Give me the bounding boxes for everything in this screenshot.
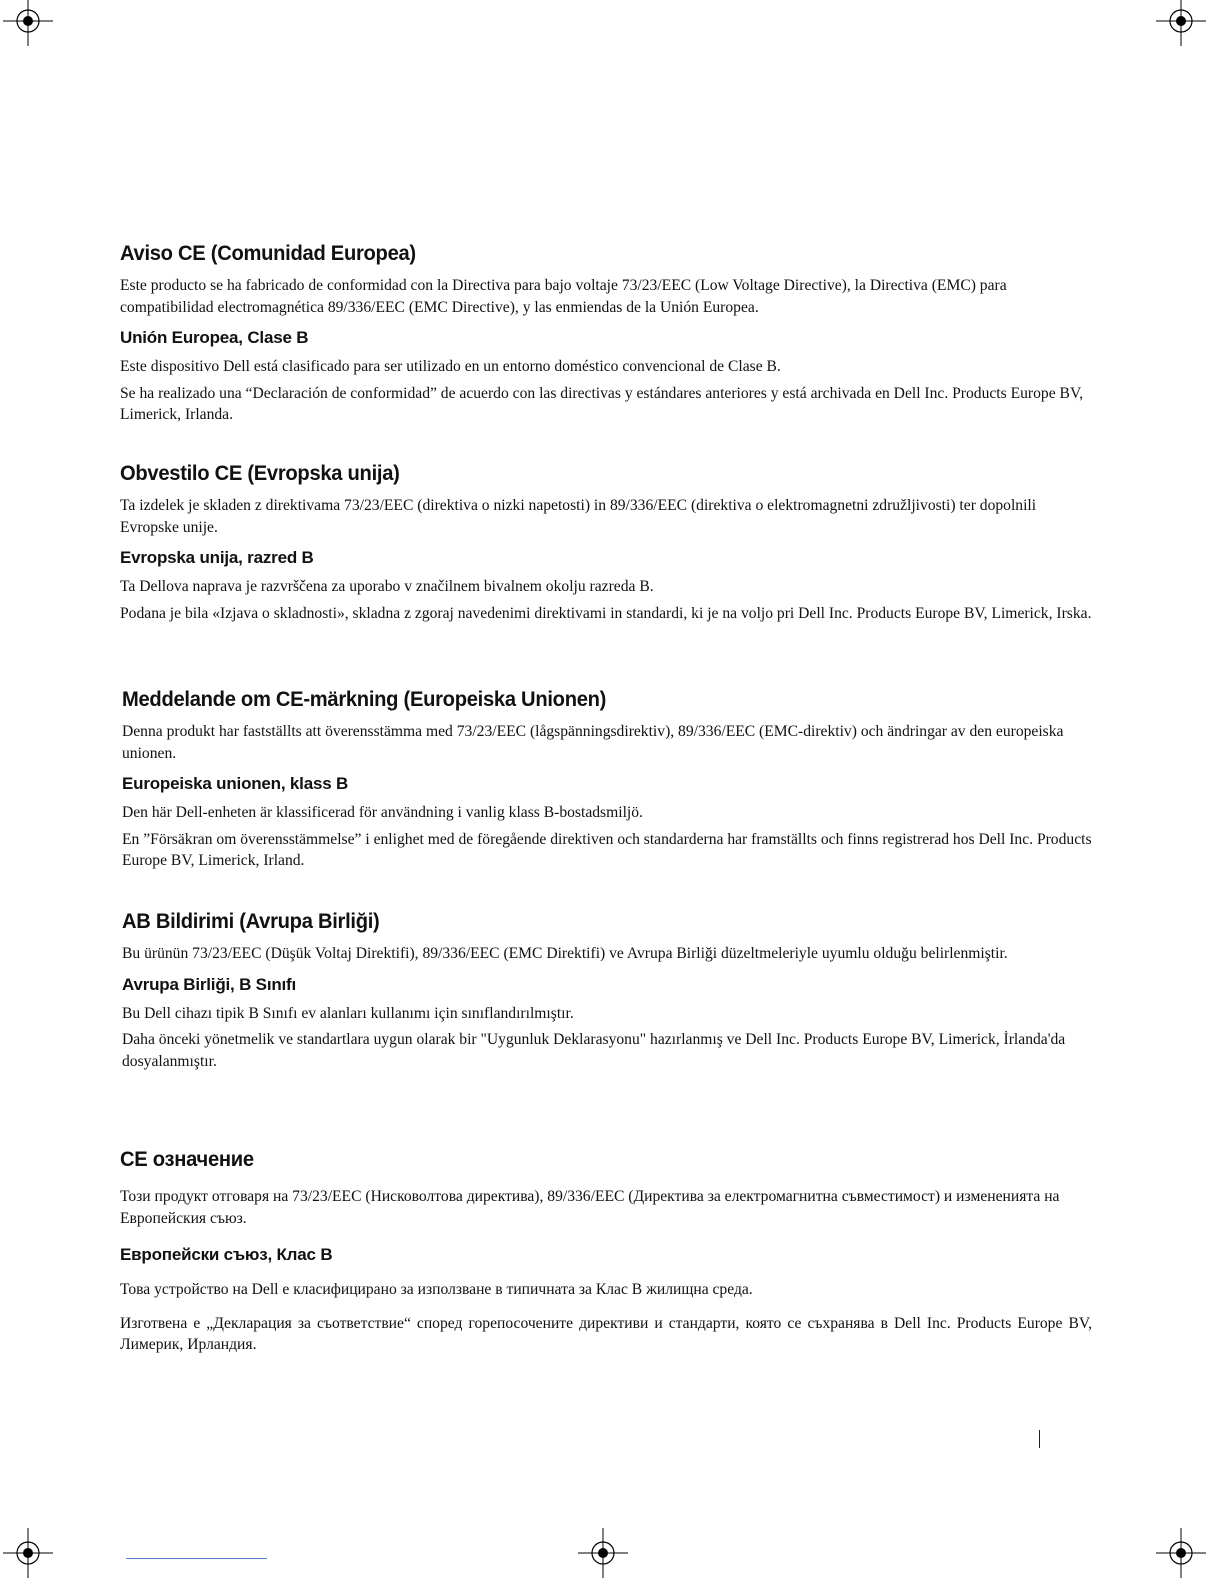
section-intro: Този продукт отговаря на 73/23/EEC (Нисковолтова директива), 89/336/EEC (Директива за електромагнитна съвместимост) и измененията на Европейския съюз. — [120, 1188, 1060, 1227]
section-heading: Obvestilo CE (Evropska unija) — [120, 462, 400, 485]
section-paragraph: Podana je bila «Izjava o skladnosti», skladna z zgoraj navedenimi direktivami in standardi, ki je na voljo pri Dell Inc. Products Europe BV, Limerick, Irska. — [120, 604, 1092, 622]
section-intro: Bu ürünün 73/23/EEC (Düşük Voltaj Direktifi), 89/336/EEC (EMC Direktifi) ve Avrupa Birliği düzeltmeleriyle uyumlu olduğu belirlenmiştir. — [122, 945, 1008, 962]
footer-rule — [126, 1558, 267, 1559]
section-subheading: Unión Europea, Clase B — [120, 328, 309, 347]
section-turkish — [122, 910, 1094, 1072]
section-intro: Este producto se ha fabricado de conformidad con la Directiva para bajo voltaje 73/23/EEC (Low Voltage Directive), la Directiva (EMC) para compatibilidad electromagnética 89/336/EEC (EMC Directive), y las enmiendas de la Unión Europea. — [120, 277, 1007, 316]
section-intro: Denna produkt har fastställts att överensstämma med 73/23/EEC (lågspänningsdirektiv), 89/336/EEC (EMC-direktiv) och ändringar av den europeiska unionen. — [122, 723, 1064, 762]
section-paragraph: Ta Dellova naprava je razvrščena za uporabo v značilnem bivalnem okolju razreda B. — [120, 578, 654, 595]
registration-mark-icon — [1156, 0, 1206, 46]
section-paragraph: Изготвена е „Декларация за съответствие“ според горепосочените директиви и стандарти, която се съхранява в Dell Inc. Products Europe BV, Лимерик, Ирландия. — [120, 1314, 1092, 1353]
section-intro: Ta izdelek je skladen z direktivama 73/23/EEC (direktiva o nizki napetosti) in 89/336/EEC (direktiva o elektromagnetni združljivosti) ter dopolnili Evropske unije. — [120, 497, 1037, 536]
section-subheading: Europeiska unionen, klass B — [122, 774, 349, 793]
section-paragraph: En ”Försäkran om överensstämmelse” i enlighet med de föregående direktiven och standarderna har framställts och finns registrerad hos Dell Inc. Products Europe BV, Limerick, Irland. — [122, 830, 1092, 869]
section-paragraph: Това устройство на Dell е класифицирано за използване в типичната за Клас B жилищна среда. — [120, 1281, 753, 1298]
section-subheading: Европейски съюз, Клас B — [120, 1245, 333, 1264]
page-number-divider — [1039, 1430, 1040, 1448]
section-slovenian — [120, 462, 1092, 624]
section-paragraph: Este dispositivo Dell está clasificado para ser utilizado en un entorno doméstico convencional de Clase B. — [120, 358, 781, 375]
registration-mark-icon — [3, 1528, 53, 1578]
section-heading: Aviso CE (Comunidad Europea) — [120, 242, 416, 265]
section-heading: Meddelande om CE-märkning (Europeiska Unionen) — [122, 688, 607, 711]
section-subheading: Avrupa Birliği, B Sınıfı — [122, 974, 297, 994]
section-paragraph: Daha önceki yönetmelik ve standartlara uygun olarak bir "Uygunluk Deklarasyonu" hazırlanmış ve Dell Inc. Products Europe BV, Limerick, İrlanda'da dosyalanmıştır. — [122, 1031, 1066, 1070]
section-paragraph: Bu Dell cihazı tipik B Sınıfı ev alanları kullanımı için sınıflandırılmıştır. — [122, 1004, 574, 1022]
section-bulgarian — [120, 1148, 1092, 1356]
section-paragraph: Den här Dell-enheten är klassificerad för användning i vanlig klass B-bostadsmiljö. — [122, 804, 643, 821]
section-paragraph: Se ha realizado una “Declaración de conformidad” de acuerdo con las directivas y estándares anteriores y está archivada en Dell Inc. Products Europe BV, Limerick, Irlanda. — [120, 384, 1084, 423]
registration-mark-icon — [3, 0, 53, 46]
section-swedish — [122, 688, 1094, 872]
section-heading: CE означение — [120, 1148, 254, 1171]
registration-mark-icon — [578, 1528, 628, 1578]
section-subheading: Evropska unija, razred B — [120, 548, 314, 567]
registration-mark-icon — [1156, 1528, 1206, 1578]
section-heading: AB Bildirimi (Avrupa Birliği) — [122, 910, 380, 933]
section-spanish — [120, 242, 1092, 426]
